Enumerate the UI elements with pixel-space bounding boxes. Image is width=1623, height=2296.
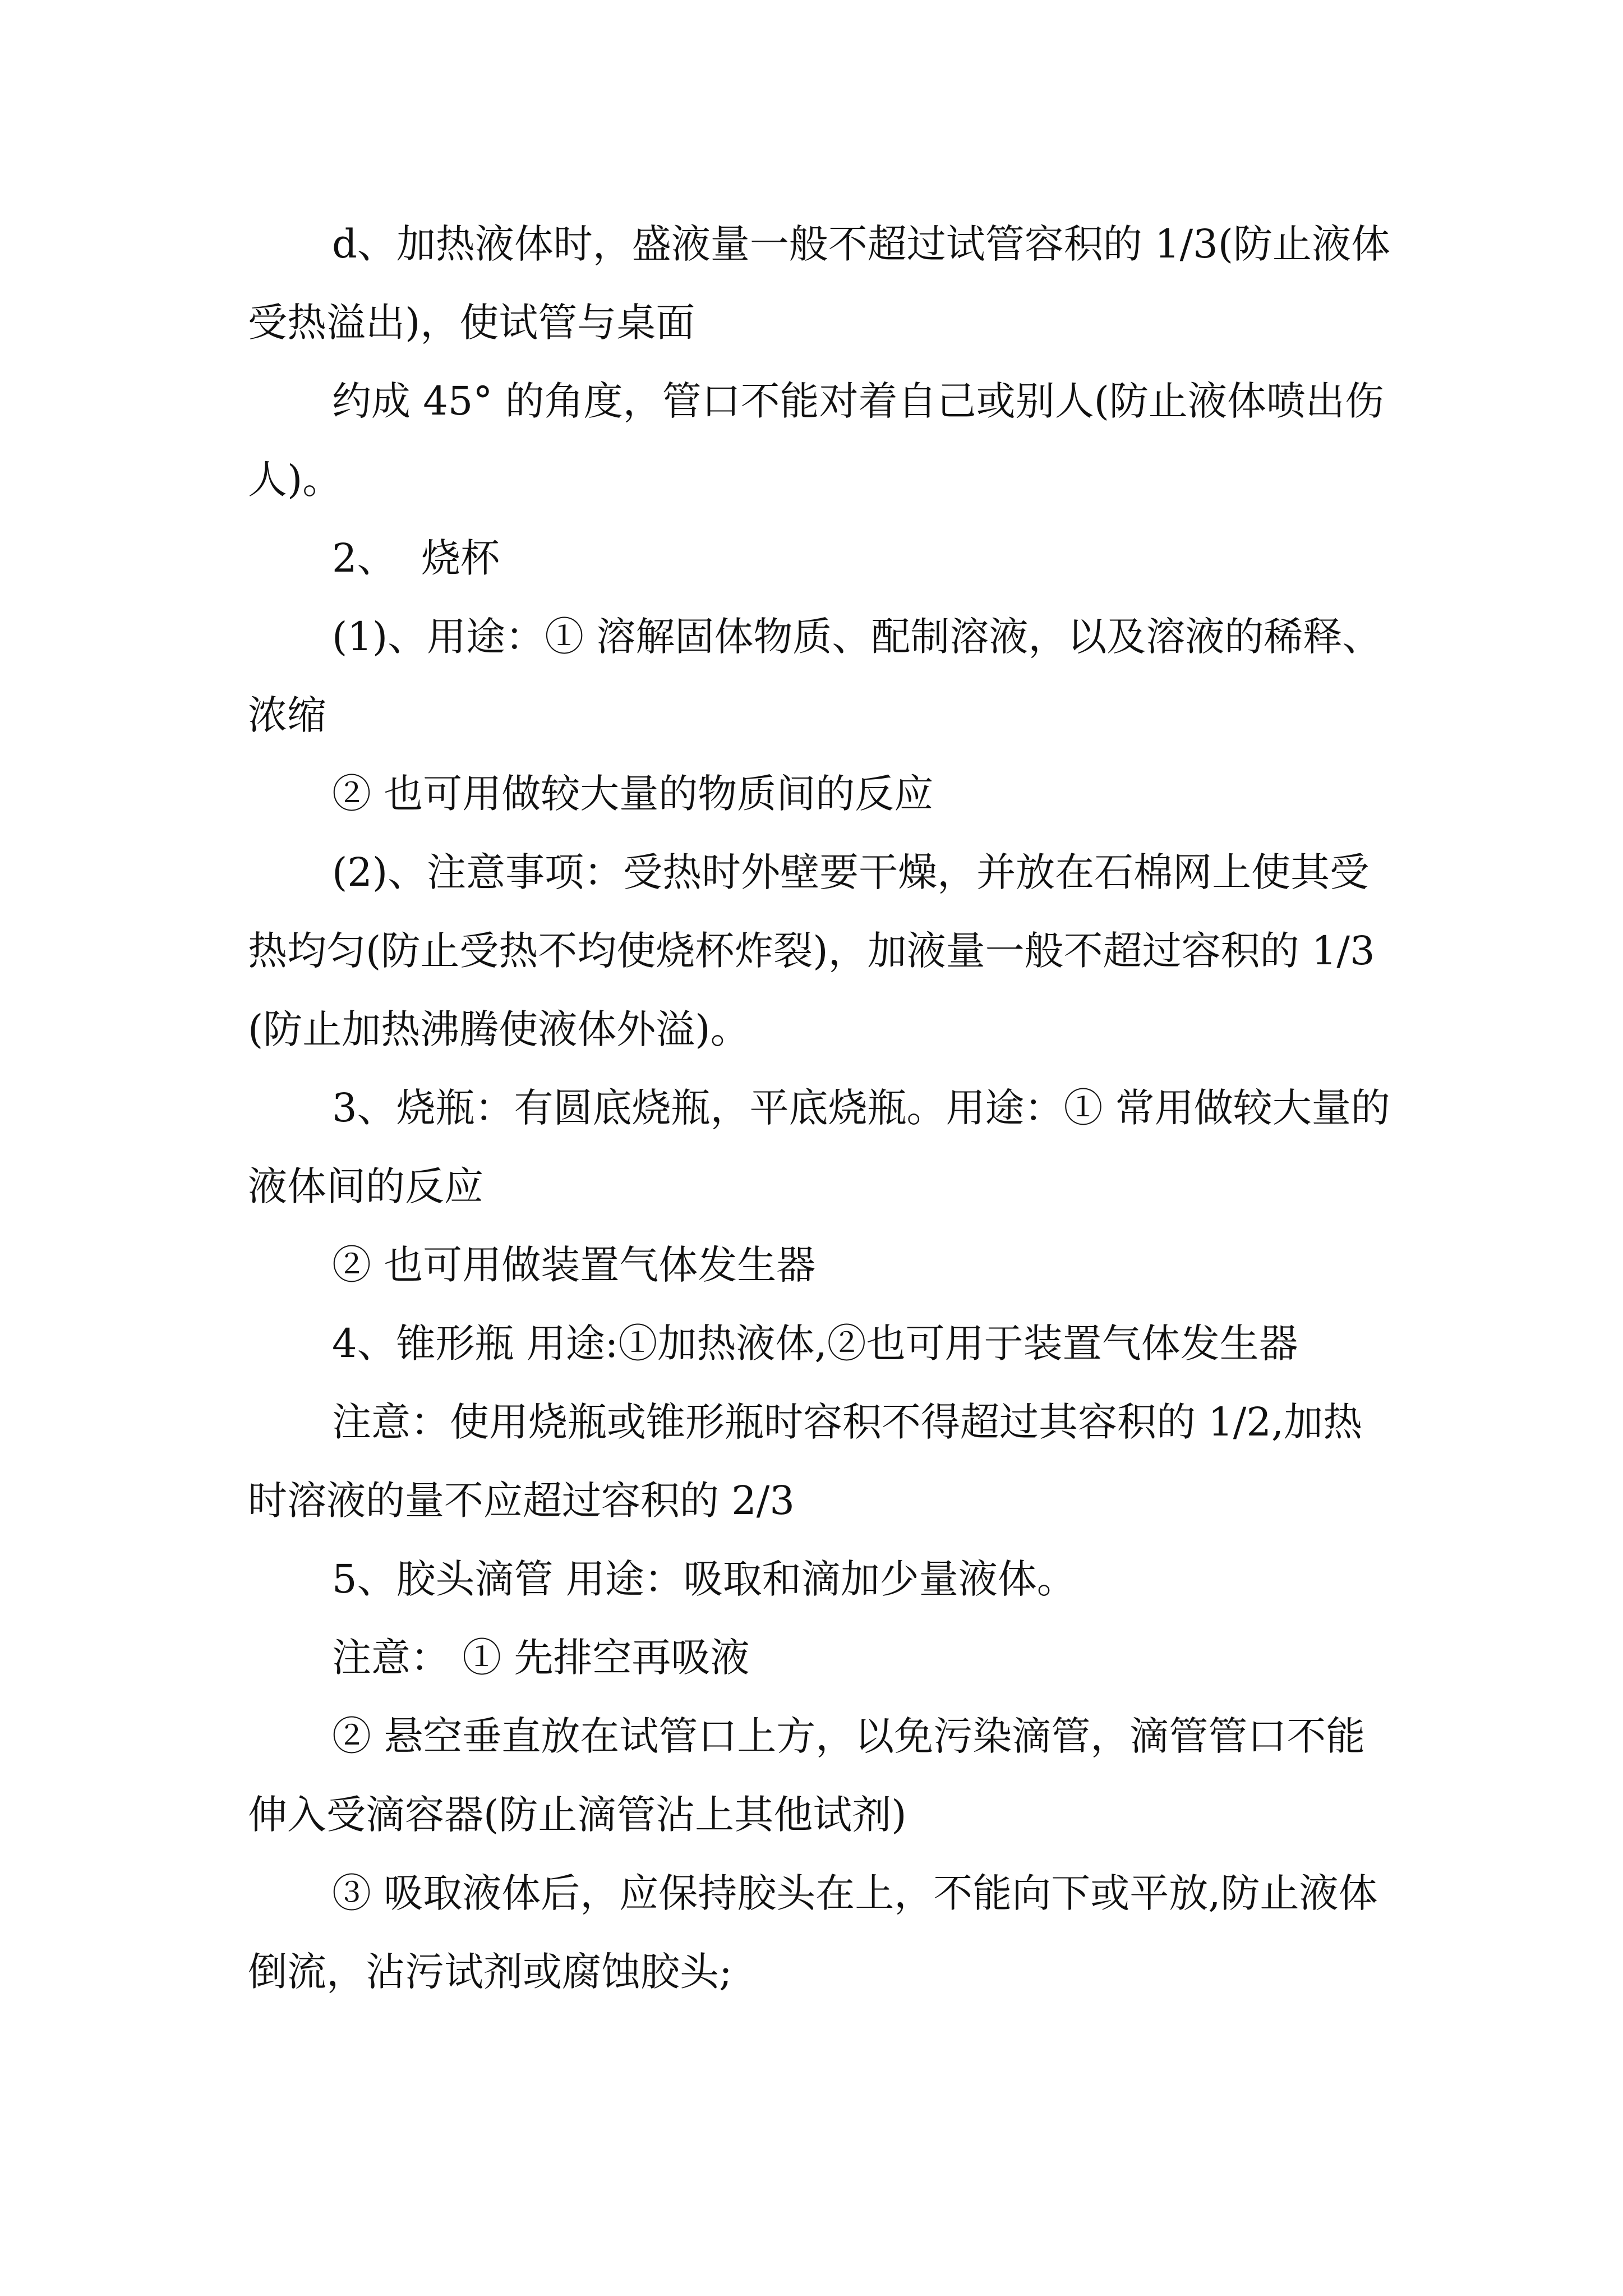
paragraph-dropper-note-2: ② 悬空垂直放在试管口上方，以免污染滴管，滴管管口不能伸入受滴容器(防止滴管沾上其他试剂) xyxy=(248,1713,1366,1838)
paragraph-flask-notes: 注意：使用烧瓶或锥形瓶时容积不得超过其容积的 1/2,加热时溶液的量不应超过容积的 2/3 xyxy=(248,1399,1363,1524)
paragraph-angle-45: 约成 45° 的角度，管口不能对着自己或别人(防止液体喷出伤人)。 xyxy=(248,378,1384,503)
paragraph-beaker-use-2: ② 也可用做较大量的物质间的反应 xyxy=(332,771,934,817)
paragraph-dropper-uses: 5、胶头滴管 用途：吸取和滴加少量液体。 xyxy=(332,1556,1076,1602)
paragraph-beaker-uses: (1)、用途：① 溶解固体物质、配制溶液，以及溶液的稀释、浓缩 xyxy=(248,614,1382,738)
paragraph-flask-uses: 3、烧瓶：有圆底烧瓶，平底烧瓶。用途：① 常用做较大量的液体间的反应 xyxy=(248,1085,1390,1209)
paragraph-dropper-note-3: ③ 吸取液体后，应保持胶头在上，不能向下或平放,防止液体倒流，沾污试剂或腐蚀胶头; xyxy=(248,1870,1378,1995)
paragraph-conical-flask: 4、锥形瓶 用途:①加热液体,②也可用于装置气体发生器 xyxy=(332,1320,1298,1366)
paragraph-dropper-note-1: 注意： ① 先排空再吸液 xyxy=(332,1635,750,1681)
document-body xyxy=(248,205,1392,2011)
paragraph-flask-use-2: ② 也可用做装置气体发生器 xyxy=(332,1242,816,1288)
heading-beaker: 2、 烧杯 xyxy=(332,535,500,581)
paragraph-beaker-notes: (2)、注意事项：受热时外壁要干燥，并放在石棉网上使其受热均匀(防止受热不均使烧杯炸裂)，加液量一般不超过容积的 1/3(防止加热沸腾使液体外溢)。 xyxy=(248,849,1375,1052)
paragraph-heating-liquid: d、加热液体时，盛液量一般不超过试管容积的 1/3(防止液体受热溢出)，使试管与桌面 xyxy=(248,221,1391,346)
